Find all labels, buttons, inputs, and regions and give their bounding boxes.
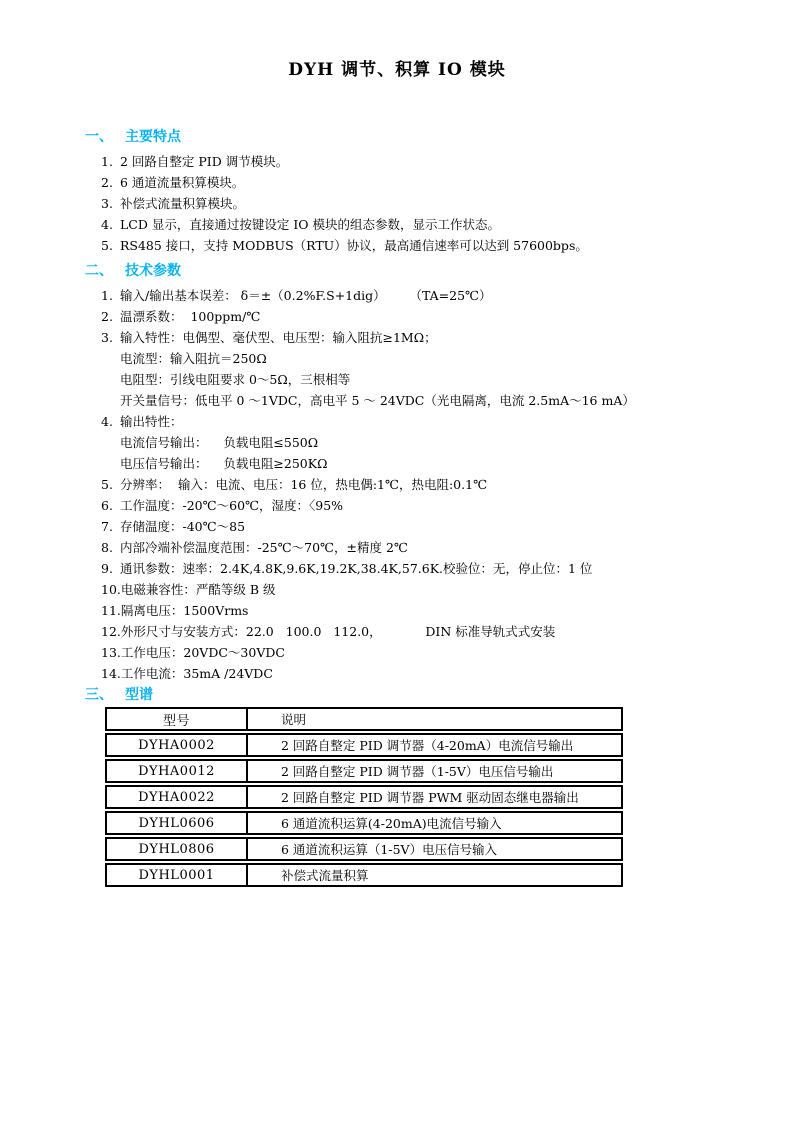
item-text: 电流信号输出： 负载电阻≤550Ω — [120, 435, 319, 450]
section-title: 技术参数 — [125, 263, 181, 279]
item-number: 5. — [101, 477, 113, 492]
section-title: 主要特点 — [125, 129, 181, 145]
model-description-cell: 2 回路自整定 PID 调节器 PWM 驱动固态继电器输出 — [281, 790, 579, 805]
item-text: 温漂系数： 100ppm/℃ — [120, 309, 261, 324]
section-heading-specs — [85, 262, 709, 280]
feature-item — [101, 172, 709, 193]
features-list — [85, 151, 709, 256]
feature-item — [101, 214, 709, 235]
section-title: 型谱 — [125, 687, 153, 703]
item-text: 输出特性： — [120, 414, 183, 429]
spec-subitem — [101, 348, 709, 369]
column-header-description: 说明 — [281, 712, 307, 727]
item-text: 输入特性：电偶型、毫伏型、电压型：输入阻抗≥1MΩ； — [120, 330, 437, 345]
item-text: LCD 显示，直接通过按键设定 IO 模块的组态参数，显示工作状态。 — [120, 217, 500, 232]
item-number: 12. — [101, 624, 121, 639]
spec-item — [101, 579, 709, 600]
item-text: 补偿式流量积算模块。 — [120, 196, 246, 211]
section-features — [85, 128, 709, 256]
spec-item — [101, 663, 709, 684]
section-number: 二、 — [85, 263, 113, 279]
item-text: 2 回路自整定 PID 调节模块。 — [120, 154, 289, 169]
item-text: 隔离电压：1500Vrms — [120, 603, 249, 618]
item-number: 11. — [101, 603, 121, 618]
model-table-row — [105, 837, 623, 861]
spec-item — [101, 621, 709, 642]
item-number: 1. — [101, 154, 113, 169]
spec-item — [101, 558, 709, 579]
item-number: 10. — [101, 582, 121, 597]
feature-item — [101, 193, 709, 214]
item-number: 1. — [101, 288, 113, 303]
model-table — [105, 707, 623, 887]
item-text: 外形尺寸与安装方式：22.0 100.0 112.0， DIN 标准导轨式式安装 — [120, 624, 556, 639]
model-table-row — [105, 759, 623, 783]
model-table-row — [105, 733, 623, 757]
model-description-cell: 2 回路自整定 PID 调节器（1-5V）电压信号输出 — [281, 764, 554, 779]
spec-item — [101, 495, 709, 516]
item-number: 5. — [101, 238, 113, 253]
spec-item — [101, 306, 709, 327]
item-number: 13. — [101, 645, 121, 660]
section-models — [85, 686, 709, 887]
model-table-header-row — [105, 707, 623, 731]
spec-subitem — [101, 390, 709, 411]
section-number: 三、 — [85, 687, 113, 703]
item-text: 分辨率： 输入：电流、电压：16 位，热电偶:1℃，热电阻:0.1℃ — [120, 477, 488, 492]
model-number-cell: DYHA0002 — [107, 735, 248, 755]
item-text: 通讯参数：速率：2.4K,4.8K,9.6K,19.2K,38.4K,57.6K.校验位：无，停止位：1 位 — [120, 561, 593, 576]
item-text: 存储温度：-40℃～85 — [120, 519, 246, 534]
spec-item — [101, 600, 709, 621]
item-number: 2. — [101, 175, 113, 190]
model-number-cell: DYHL0001 — [107, 865, 248, 885]
model-table-row — [105, 785, 623, 809]
spec-item — [101, 411, 709, 432]
item-text: 电压信号输出： 负载电阻≥250KΩ — [120, 456, 328, 471]
model-number-cell: DYHL0806 — [107, 839, 248, 859]
spec-subitem — [101, 369, 709, 390]
model-number-cell: DYHA0012 — [107, 761, 248, 781]
section-heading-features — [85, 128, 709, 146]
spec-item — [101, 327, 709, 348]
spec-item — [101, 516, 709, 537]
model-description-cell: 6 通道流积运算(4-20mA)电流信号输入 — [281, 816, 502, 831]
model-description-cell: 补偿式流量积算 — [281, 868, 369, 883]
spec-item — [101, 642, 709, 663]
item-number: 14. — [101, 666, 121, 681]
model-table-row — [105, 811, 623, 835]
item-number: 8. — [101, 540, 113, 555]
item-number: 3. — [101, 196, 113, 211]
item-number: 6. — [101, 498, 113, 513]
item-text: RS485 接口，支持 MODBUS（RTU）协议，最高通信速率可以达到 57600bps。 — [120, 238, 588, 253]
item-text: 工作温度：-20℃～60℃，湿度：〈95% — [120, 498, 344, 513]
section-number: 一、 — [85, 129, 113, 145]
feature-item — [101, 235, 709, 256]
item-text: 内部冷端补偿温度范围：-25℃～70℃，±精度 2℃ — [120, 540, 408, 555]
item-text: 电阻型：引线电阻要求 0～5Ω，三根相等 — [120, 372, 351, 387]
model-number-cell: DYHA0022 — [107, 787, 248, 807]
item-number: 4. — [101, 414, 113, 429]
item-number: 7. — [101, 519, 113, 534]
document-title: DYH 调节、积算 IO 模块 — [288, 60, 506, 80]
section-heading-models — [85, 686, 709, 704]
spec-subitem — [101, 453, 709, 474]
model-number-cell: DYHL0606 — [107, 813, 248, 833]
item-text: 开关量信号：低电平 0 ～1VDC，高电平 5 ～ 24VDC（光电隔离，电流 2.5mA～16 mA） — [120, 393, 635, 408]
spec-item — [101, 285, 709, 306]
spec-item — [101, 537, 709, 558]
item-text: 工作电压：20VDC～30VDC — [120, 645, 285, 660]
item-text: 电磁兼容性：严酷等级 B 级 — [120, 582, 276, 597]
item-text: 6 通道流量积算模块。 — [120, 175, 245, 190]
item-text: 输入/输出基本误差： δ＝±（0.2%F.S+1dig） （TA=25℃） — [120, 288, 492, 303]
model-description-cell: 6 通道流积运算（1-5V）电压信号输入 — [281, 842, 498, 857]
item-number: 2. — [101, 309, 113, 324]
feature-item — [101, 151, 709, 172]
specs-list — [85, 285, 709, 684]
item-number: 3. — [101, 330, 113, 345]
model-table-row — [105, 863, 623, 887]
column-header-model: 型号 — [107, 709, 248, 729]
spec-item — [101, 474, 709, 495]
model-description-cell: 2 回路自整定 PID 调节器（4-20mA）电流信号输出 — [281, 738, 574, 753]
item-text: 工作电流：35mA /24VDC — [120, 666, 273, 681]
section-specs — [85, 262, 709, 684]
item-text: 电流型：输入阻抗＝250Ω — [120, 351, 267, 366]
item-number: 4. — [101, 217, 113, 232]
spec-subitem — [101, 432, 709, 453]
item-number: 9. — [101, 561, 113, 576]
